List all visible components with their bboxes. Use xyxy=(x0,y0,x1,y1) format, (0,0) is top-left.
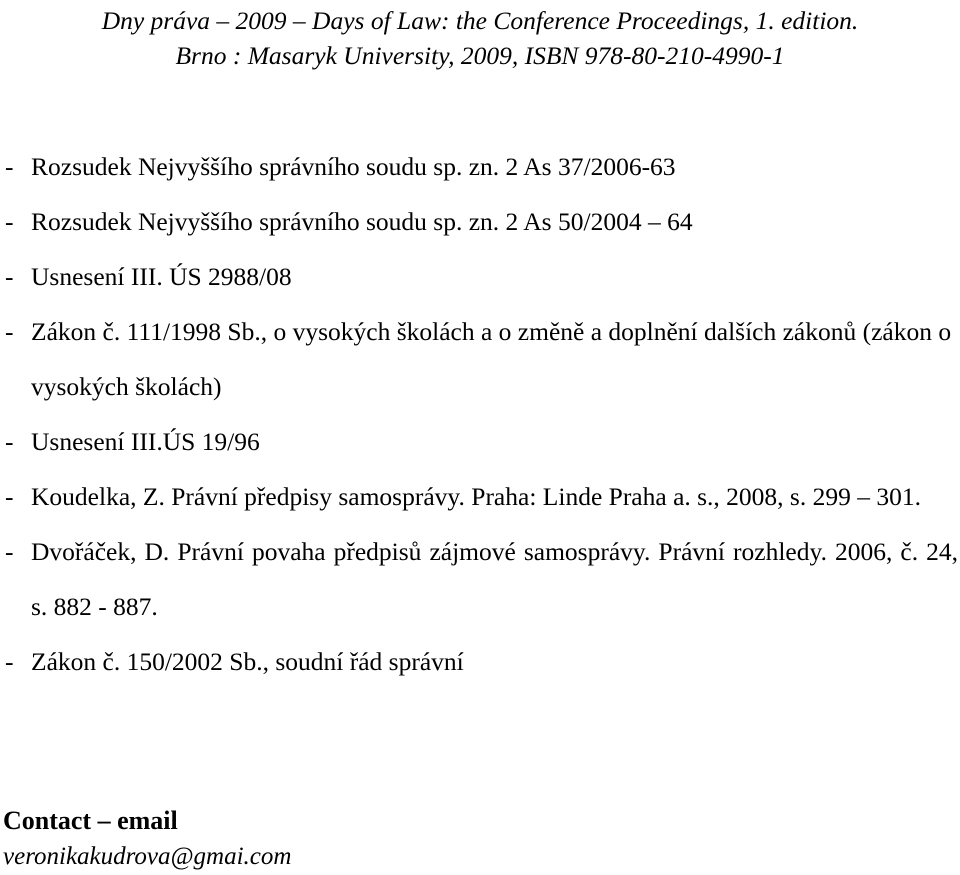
list-dash: - xyxy=(5,647,14,676)
reference-item xyxy=(5,194,958,249)
list-dash: - xyxy=(5,207,14,236)
reference-text: Zákon č. 111/1998 Sb., o vysokých školách a o změně a doplnění dalších zákonů (zákon o vysokých školách) xyxy=(31,317,952,401)
reference-text: Usnesení III. ÚS 2988/08 xyxy=(31,262,292,291)
list-dash: - xyxy=(5,482,14,511)
reference-text: Koudelka, Z. Právní předpisy samosprávy. Praha: Linde Praha a. s., 2008, s. 299 – 301. xyxy=(31,482,921,511)
list-dash: - xyxy=(5,262,14,291)
reference-item xyxy=(5,139,958,194)
contact-email: veronikakudrova@gmai.com xyxy=(3,843,292,870)
reference-item xyxy=(5,524,958,634)
reference-text: Rozsudek Nejvyššího správního soudu sp. zn. 2 As 37/2006-63 xyxy=(31,152,676,181)
reference-text: Dvořáček, D. Právní povaha předpisů zájmové samosprávy. Právní rozhledy. 2006, č. 24, s. 882 - 887. xyxy=(31,537,958,621)
reference-item xyxy=(5,469,958,524)
list-dash: - xyxy=(5,152,14,181)
reference-text: Zákon č. 150/2002 Sb., soudní řád správní xyxy=(31,647,464,676)
reference-item xyxy=(5,634,958,689)
reference-list xyxy=(5,139,958,689)
reference-text: Usnesení III.ÚS 19/96 xyxy=(31,427,260,456)
reference-text: Rozsudek Nejvyššího správního soudu sp. zn. 2 As 50/2004 – 64 xyxy=(31,207,693,236)
header-line-2: Brno : Masaryk University, 2009, ISBN 978-80-210-4990-1 xyxy=(175,41,785,70)
list-dash: - xyxy=(5,537,14,566)
list-dash: - xyxy=(5,427,14,456)
proceedings-header xyxy=(0,3,960,73)
list-dash: - xyxy=(5,317,14,346)
reference-item xyxy=(5,249,958,304)
contact-heading: Contact – email xyxy=(3,806,178,835)
reference-item xyxy=(5,414,958,469)
reference-item xyxy=(5,304,958,414)
header-line-1: Dny práva – 2009 – Days of Law: the Conference Proceedings, 1. edition. xyxy=(101,6,859,35)
